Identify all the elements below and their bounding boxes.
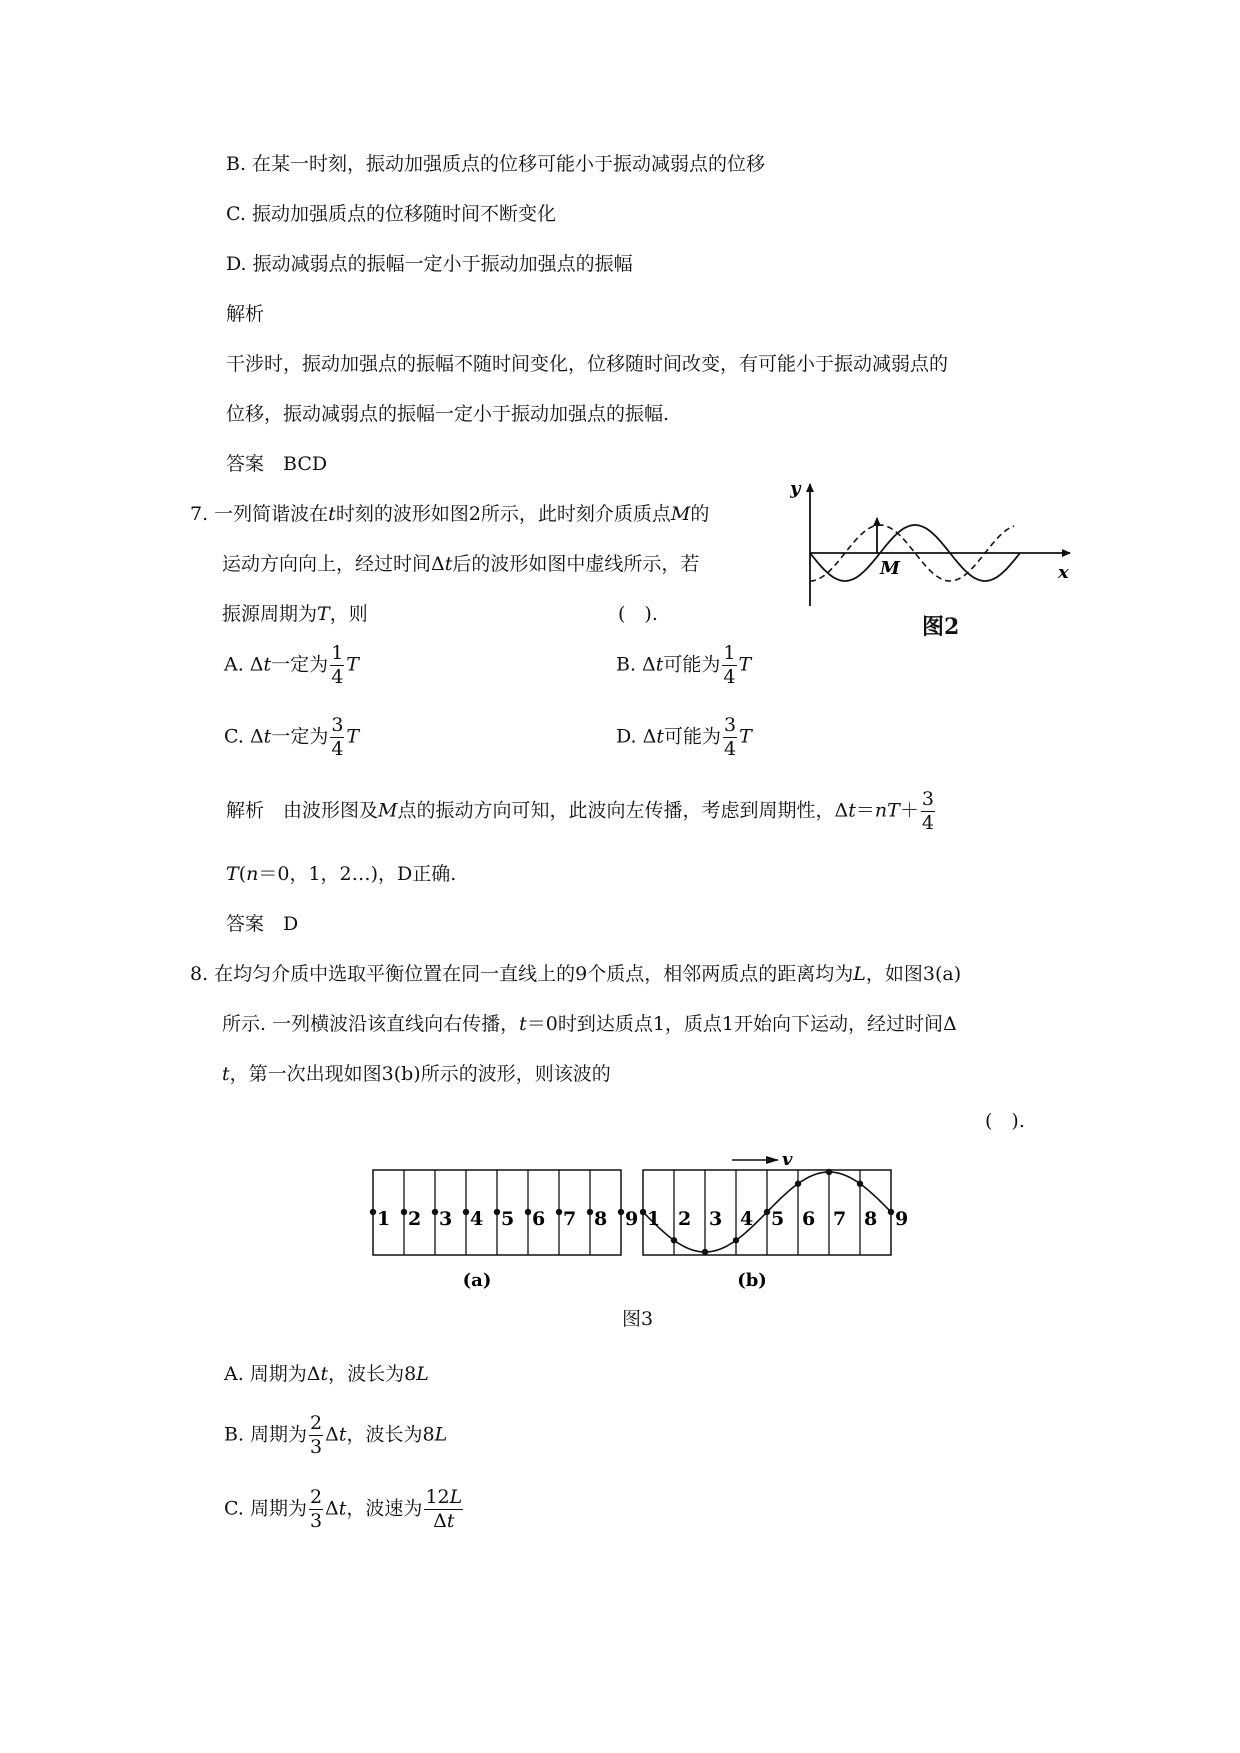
figure-3-caption: 图3: [622, 1308, 654, 1330]
q8-option-b: B. 周期为 $\frac{2}{3}$ Δt，波长为8L: [224, 1412, 448, 1458]
particle-label-9: 9: [625, 1208, 639, 1230]
q7-stem-line3: 振源周期为T，则: [222, 603, 368, 625]
velocity-label: v: [782, 1149, 793, 1170]
particle-label-1: 1: [377, 1208, 391, 1230]
particle-1: [640, 1209, 646, 1215]
particle-5: [494, 1209, 500, 1215]
particle-8: [857, 1181, 863, 1187]
q8-stem-line2: 所示. 一列横波沿该直线向右传播，t＝0时到达质点1，质点1开始向下运动，经过时间Δ: [222, 1013, 957, 1035]
particle-6: [795, 1181, 801, 1187]
particle-label-1: 1: [647, 1208, 661, 1230]
particle-label-2: 2: [678, 1208, 692, 1230]
particle-9: [888, 1209, 894, 1215]
q6-option-c: C. 振动加强质点的位移随时间不断变化: [226, 203, 556, 225]
q6-option-b: B. 在某一时刻，振动加强质点的位移可能小于振动减弱点的位移: [226, 153, 766, 175]
q7-analysis-line1: 解析 由波形图及M点的振动方向可知，此波向左传播，考虑到周期性，Δt＝nT＋ $\frac{3}{4}$: [226, 788, 934, 834]
q7-answer: 答案 D: [226, 913, 299, 935]
q7-option-c: C. Δt一定为 $\frac{3}{4}$ T: [224, 714, 360, 760]
y-axis-label: y: [790, 478, 801, 499]
particle-2: [671, 1237, 677, 1243]
particle-label-7: 7: [833, 1208, 847, 1230]
q6-analysis-line1: 干涉时，振动加强点的振幅不随时间变化，位移随时间改变，有可能小于振动减弱点的: [226, 353, 949, 375]
q8-option-a: A. 周期为Δt，波长为8L: [224, 1363, 429, 1385]
particle-6: [525, 1209, 531, 1215]
q7-answer-bracket: ( ).: [618, 603, 658, 625]
particle-4: [463, 1209, 469, 1215]
fraction: $\frac{3}{4}$: [724, 714, 737, 760]
figure-3b-waveform: [640, 1169, 908, 1255]
particle-7: [826, 1169, 832, 1175]
particle-label-8: 8: [864, 1208, 878, 1230]
particle-2: [401, 1209, 407, 1215]
q7-stem-line1: 7. 一列简谐波在t时刻的波形如图2所示，此时刻介质质点M的: [190, 503, 710, 525]
particle-3: [702, 1249, 708, 1255]
particle-label-6: 6: [532, 1208, 546, 1230]
fraction: $\frac{1}{4}$: [723, 642, 736, 688]
particle-7: [556, 1209, 562, 1215]
figure-3a-caption: (a): [462, 1270, 492, 1291]
fraction: $\frac{2}{3}$: [309, 1486, 323, 1532]
q8-option-c: C. 周期为 $\frac{2}{3}$ Δt，波速为 $\frac{12L}{\Delta t}$: [224, 1486, 463, 1532]
particle-5: [764, 1209, 770, 1215]
fraction: $\frac{1}{4}$: [331, 642, 344, 688]
q7-analysis-line2: T(n＝0，1，2…)，D正确.: [226, 863, 457, 885]
particle-label-2: 2: [408, 1208, 422, 1230]
particle-8: [587, 1209, 593, 1215]
particle-label-3: 3: [709, 1208, 723, 1230]
particle-label-9: 9: [895, 1208, 909, 1230]
fraction: $\frac{2}{3}$: [310, 1412, 323, 1458]
q7-stem-line2: 运动方向向上，经过时间Δt后的波形如图中虚线所示，若: [222, 553, 700, 575]
q8-answer-bracket: ( ).: [985, 1110, 1025, 1132]
figure-3b-caption: (b): [737, 1270, 767, 1291]
q7-option-d: D. Δt可能为 $\frac{3}{4}$ T: [616, 714, 752, 760]
particle-label-3: 3: [439, 1208, 453, 1230]
x-axis-label: x: [1058, 562, 1069, 583]
particle-label-4: 4: [740, 1208, 754, 1230]
particle-label-7: 7: [563, 1208, 577, 1230]
q8-stem-line1: 8. 在均匀介质中选取平衡位置在同一直线上的9个质点，相邻两质点的距离均为L，如图3(a): [190, 963, 962, 985]
point-m-label: M: [880, 558, 900, 579]
q8-stem-line3: t，第一次出现如图3(b)所示的波形，则该波的: [222, 1063, 611, 1085]
fraction: $\frac{12L}{\Delta t}$: [425, 1486, 463, 1532]
particle-label-8: 8: [594, 1208, 608, 1230]
q7-option-b: B. Δt可能为 $\frac{1}{4}$ T: [616, 642, 752, 688]
particle-label-6: 6: [802, 1208, 816, 1230]
particle-label-4: 4: [470, 1208, 484, 1230]
particle-label-5: 5: [501, 1208, 515, 1230]
q6-option-d: D. 振动减弱点的振幅一定小于振动加强点的振幅: [226, 253, 633, 275]
figure-3-particle-diagram: [360, 1140, 920, 1300]
fraction: $\frac{3}{4}$: [921, 788, 934, 834]
fraction: $\frac{3}{4}$: [331, 714, 344, 760]
q6-analysis-line2: 位移，振动减弱点的振幅一定小于振动加强点的振幅.: [226, 403, 670, 425]
particle-3: [432, 1209, 438, 1215]
figure-2-caption: 图2: [922, 614, 960, 640]
figure-3a-particles: [370, 1170, 638, 1255]
particle-label-5: 5: [771, 1208, 785, 1230]
q6-answer: 答案 BCD: [226, 453, 328, 475]
q7-option-a: A. Δt一定为 $\frac{1}{4}$ T: [224, 642, 359, 688]
particle-4: [733, 1237, 739, 1243]
q6-analysis-title: 解析: [226, 303, 265, 325]
particle-9: [618, 1209, 624, 1215]
particle-1: [370, 1209, 376, 1215]
